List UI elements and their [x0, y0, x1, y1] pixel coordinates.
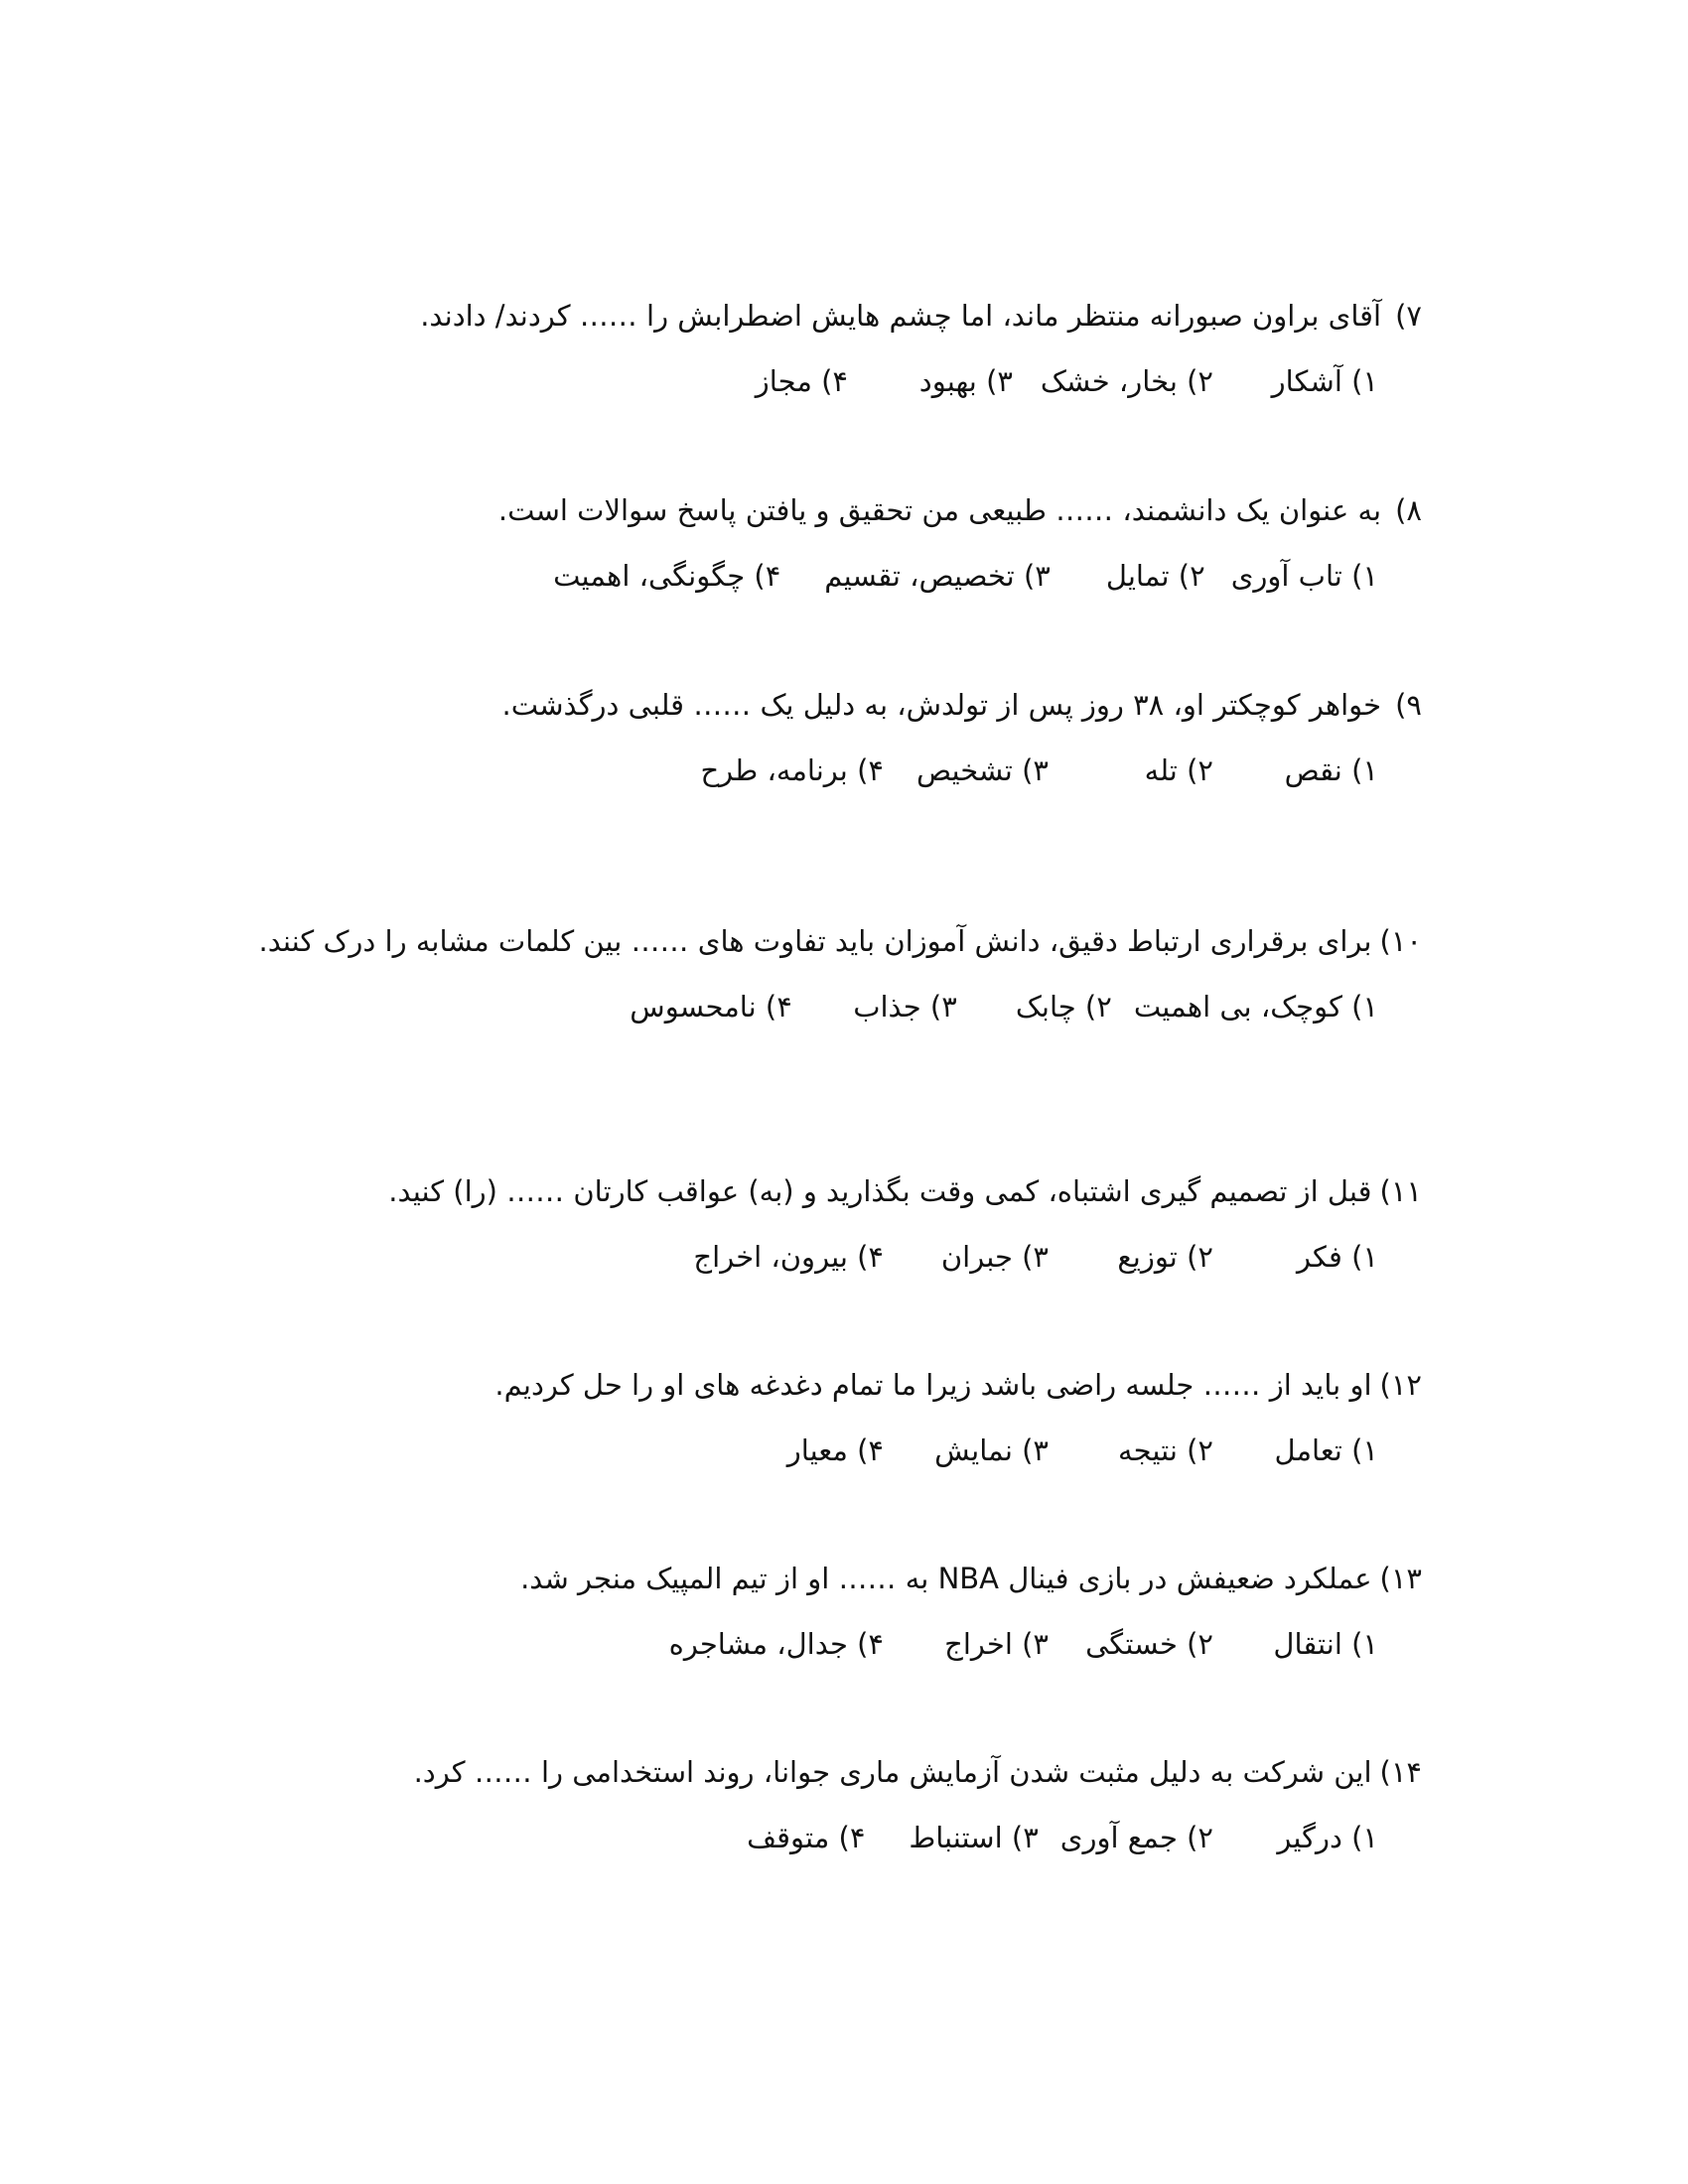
option-1: ۱) انتقال	[1273, 1627, 1378, 1661]
option-4: ۴) متوقف	[747, 1821, 866, 1854]
question-number: ۱۲)	[1379, 1368, 1422, 1402]
option-4: ۴) جدال، مشاجره	[668, 1627, 884, 1661]
option-1: ۱) فکر	[1297, 1240, 1378, 1274]
options-row	[502, 751, 1379, 790]
question-8	[498, 490, 1422, 596]
question-7	[420, 296, 1422, 401]
question-number: ۷)	[1395, 299, 1422, 333]
option-1: ۱) نقص	[1284, 753, 1378, 787]
question-line	[520, 1559, 1422, 1598]
question-number: ۱۰)	[1379, 924, 1422, 958]
question-line	[388, 1171, 1422, 1211]
question-text: او باید از …… جلسه راضی باشد زیرا ما تمام دغدغه های او را حل کردیم.	[494, 1368, 1372, 1402]
option-4: ۴) معیار	[786, 1433, 884, 1467]
options-row	[258, 987, 1378, 1026]
option-3: ۳) تشخیص	[915, 753, 1049, 787]
question-text: آقای براون صبورانه منتظر ماند، اما چشم هایش اضطرابش را …… کردند/ دادند.	[420, 299, 1382, 333]
question-text: به عنوان یک دانشمند، …… طبیعی من تحقیق و یافتن پاسخ سوالات است.	[497, 493, 1382, 527]
option-4: ۴) نامحسوس	[630, 990, 792, 1024]
question-line	[498, 490, 1422, 530]
question-text: خواهر کوچکتر او، ۳۸ روز پس از تولدش، به دلیل یک …… قلبی درگذشت.	[501, 688, 1382, 722]
option-4: ۴) چگونگی، اهمیت	[553, 559, 781, 593]
option-4: ۴) مجاز	[755, 364, 848, 398]
options-row	[498, 556, 1378, 596]
options-row	[388, 1237, 1378, 1277]
option-2: ۲) خستگی	[1085, 1627, 1213, 1661]
option-3: ۳) استنباط	[909, 1821, 1039, 1854]
question-number: ۱۳)	[1379, 1562, 1422, 1595]
options-row	[414, 1818, 1378, 1857]
question-9	[502, 685, 1423, 790]
question-number: ۹)	[1395, 688, 1422, 722]
question-13	[520, 1559, 1422, 1664]
options-row	[520, 1624, 1378, 1664]
option-3: ۳) اخراج	[944, 1627, 1049, 1661]
option-3: ۳) بهبود	[918, 364, 1013, 398]
option-3: ۳) جذاب	[853, 990, 957, 1024]
option-4: ۴) بیرون، اخراج	[693, 1240, 884, 1274]
option-2: ۲) چابک	[1015, 990, 1112, 1024]
option-3: ۳) تخصیص، تقسیم	[824, 559, 1051, 593]
question-line	[502, 685, 1423, 725]
option-1: ۱) تعامل	[1274, 1433, 1378, 1467]
option-4: ۴) برنامه، طرح	[700, 753, 884, 787]
question-line	[258, 921, 1422, 961]
option-1: ۱) درگیر	[1277, 1821, 1378, 1854]
question-11	[388, 1171, 1422, 1277]
option-3: ۳) نمایش	[934, 1433, 1049, 1467]
question-14	[414, 1752, 1422, 1857]
question-text: برای برقراری ارتباط دقیق، دانش آموزان باید تفاوت های …… بین کلمات مشابه را درک کنند.	[258, 924, 1372, 958]
question-number: ۱۴)	[1379, 1755, 1422, 1789]
option-3: ۳) جبران	[940, 1240, 1049, 1274]
options-row	[494, 1431, 1378, 1470]
question-text: این شرکت به دلیل مثبت شدن آزمایش ماری جوانا، روند استخدامی را …… کرد.	[413, 1755, 1372, 1789]
question-text: عملکرد ضعیفش در بازی فینال NBA به …… او از تیم المپیک منجر شد.	[520, 1562, 1372, 1595]
option-1: ۱) تاب آوری	[1230, 559, 1378, 593]
question-number: ۱۱)	[1379, 1174, 1422, 1208]
option-2: ۲) تله	[1144, 753, 1213, 787]
option-1: ۱) کوچک، بی اهمیت	[1133, 990, 1378, 1024]
question-12	[494, 1365, 1422, 1470]
question-text: قبل از تصمیم گیری اشتباه، کمی وقت بگذارید و (به) عواقب کارتان …… (را) کنید.	[388, 1174, 1372, 1208]
options-row	[420, 361, 1378, 401]
question-line	[414, 1752, 1422, 1792]
option-2: ۲) بخار، خشک	[1040, 364, 1213, 398]
option-2: ۲) جمع آوری	[1059, 1821, 1213, 1854]
question-line	[420, 296, 1422, 336]
option-2: ۲) تمایل	[1105, 559, 1205, 593]
option-2: ۲) نتیجه	[1118, 1433, 1213, 1467]
option-2: ۲) توزیع	[1117, 1240, 1213, 1274]
option-1: ۱) آشکار	[1271, 364, 1378, 398]
question-line	[494, 1365, 1422, 1405]
question-10	[258, 921, 1422, 1026]
question-number: ۸)	[1395, 493, 1422, 527]
